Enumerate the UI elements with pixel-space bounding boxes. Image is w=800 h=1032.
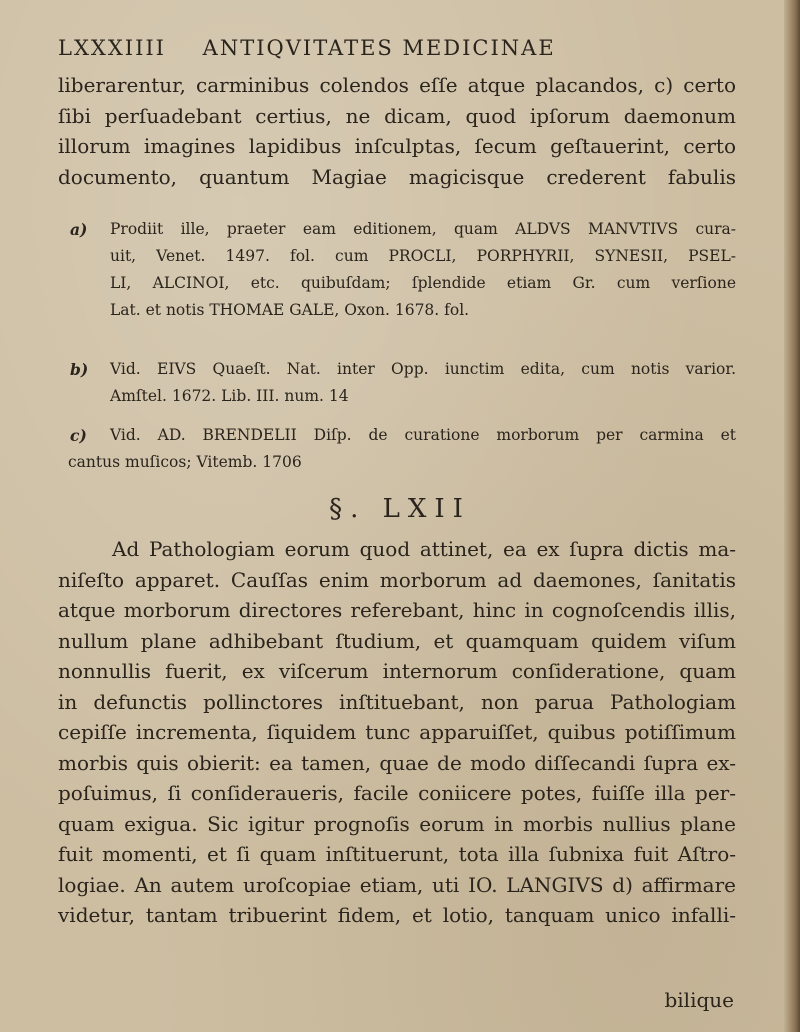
footnote-a [58,216,736,324]
footnote-line: cantus muſicos; Vitemb. 1706 [68,453,302,471]
text-line: ſibi perſuadebant certius, ne dicam, quod ipſorum daemonum [58,103,736,128]
footnote-line: Prodiit ille, praeter eam editionem, quam ALDVS MANVTIVS cura- [110,220,736,238]
text-line: quam exigua. Sic igitur prognoſis eorum in morbis nullius plane [58,811,736,836]
text-line: cepiſſe incrementa, ſiquidem tunc apparuiſſet, quibus potiſſimum [58,720,736,744]
main-text-bottom [58,534,736,931]
footnote-line: Amſtel. 1672. Lib. III. num. 14 [110,387,349,405]
text-line: atque morborum directores referebant, hinc in cognoſcendis illis, [58,598,736,622]
running-title: ANTIQVITATES MEDICINAE [202,36,556,60]
text-line: poſuimus, ſi conſideraueris, facile coniicere potes, fuiſſe illa per- [58,781,736,805]
footnote-line: Lat. et notis THOMAE GALE, Oxon. 1678. fol. [110,301,470,319]
page-header [58,34,748,62]
text-line: fuit momenti, et ſi quam inſtituerunt, tota illa ſubnixa fuit Aſtro- [58,842,736,866]
text-line: nullum plane adhibebant ſtudium, et quamquam quidem viſum [58,628,736,653]
footnote-c [58,422,736,476]
footnote-line: LI, ALCINOI, etc. quibuſdam; ſplendide etiam Gr. cum verſione [110,274,736,292]
footnote-line: Vid. AD. BRENDELII Diſp. de curatione morborum per carmina et [110,426,736,444]
main-text-top [58,70,736,192]
text-line: morbis quis obierit: ea tamen, quae de modo diſſecandi ſupra ex- [58,750,736,775]
text-line: in defunctis pollinctores inſtituebant, non parua Pathologiam [58,689,736,714]
text-line: liberarentur, carminibus colendos eſſe atque placandos, c) certo [58,73,736,97]
text-line: documento, quantum Magiae magicisque crederent fabulis [58,164,736,189]
text-line: logiae. An autem uroſcopiae etiam, uti IO. LANGIVS d) affirmare [58,872,736,897]
footnote-line: Vid. EIVS Quaeſt. Nat. inter Opp. iunctim edita, cum notis varior. [110,360,736,378]
text-line: niſeſto apparet. Cauſſas enim morborum ad daemones, ſanitatis [58,567,736,592]
footnote-marker: a) [70,220,88,239]
text-line: illorum imagines lapidibus inſculptas, ſecum geſtauerint, certo [58,134,736,158]
page-number: LXXXIIII [58,36,166,60]
text-line: Ad Pathologiam eorum quod attinet, ea ex ſupra dictis ma- [112,537,736,561]
footnote-b [58,356,736,410]
text-line: nonnullis fuerit, ex viſcerum internorum conſideratione, quam [58,659,736,683]
footnote-marker: b) [70,360,89,379]
footnote-marker: c) [70,426,87,445]
text-line: videtur, tantam tribuerint fidem, et lotio, tanquam unico infalli- [58,903,736,927]
footnote-line: uit, Venet. 1497. fol. cum PROCLI, PORPHYRII, SYNESII, PSEL- [110,247,736,265]
catchword: bilique [664,988,734,1012]
section-heading: §. LXII [329,494,471,524]
